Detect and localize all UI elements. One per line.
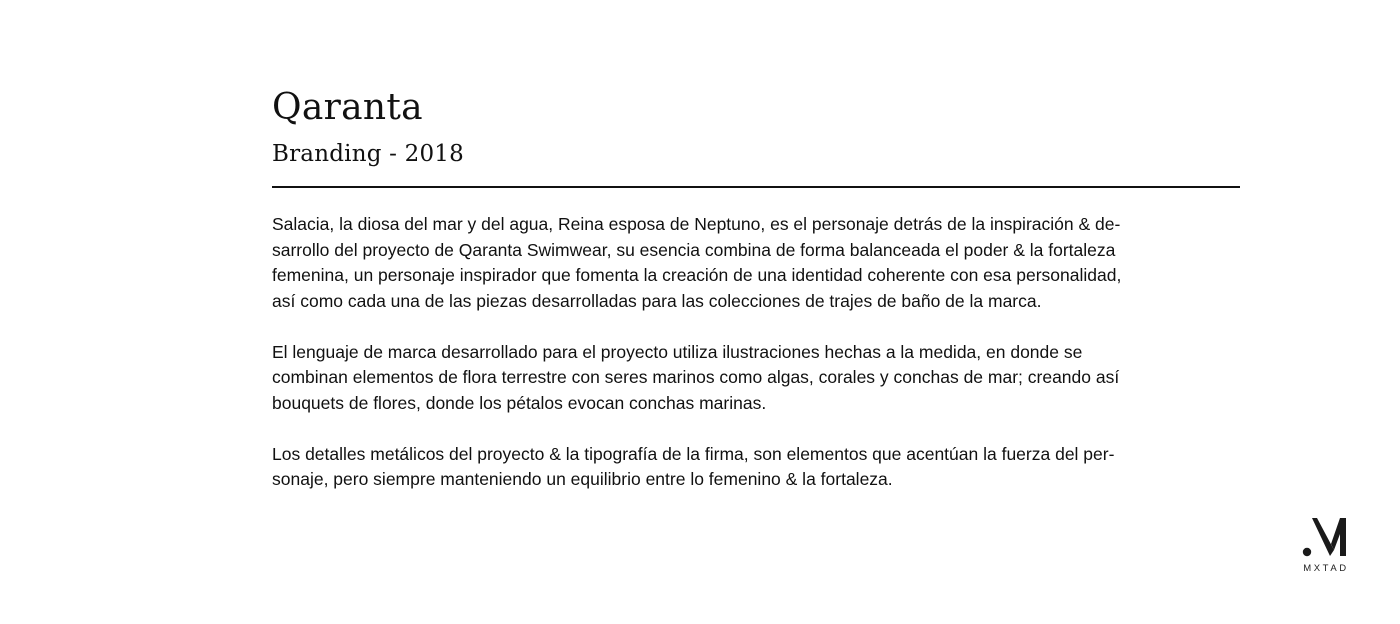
paragraph-line: Salacia, la diosa del mar y del agua, Reina esposa de Neptuno, es el personaje detrás de la inspiración & de- [272, 214, 1121, 234]
title-divider [272, 186, 1240, 188]
mxtad-monogram-icon [1302, 516, 1350, 558]
logo-wordmark: MXTAD [1303, 563, 1349, 574]
description-paragraph-3 [272, 442, 1115, 493]
paragraph-line: sarrollo del proyecto de Qaranta Swimwear, su esencia combina de forma balanceada el poder & la fortaleza [272, 239, 1116, 260]
paragraph-line: El lenguaje de marca desarrollado para el proyecto utiliza ilustraciones hechas a la medida, en donde se [272, 341, 1083, 362]
paragraph-line: femenina, un personaje inspirador que fomenta la creación de una identidad coherente con esa personalidad, [272, 265, 1122, 285]
description-paragraph-2 [272, 340, 1120, 417]
paragraph-line: Los detalles metálicos del proyecto & la tipografía de la firma, son elementos que acentúan la fuerza del per- [272, 443, 1115, 464]
paragraph-line: combinan elementos de flora terrestre con seres marinos como algas, corales y conchas de mar; creando así [272, 367, 1120, 387]
project-description [272, 212, 1122, 493]
paragraph-line: sonaje, pero siempre manteniendo un equilibrio entre lo femenino & la fortaleza. [272, 469, 893, 489]
paragraph-line: bouquets de flores, donde los pétalos evocan conchas marinas. [272, 392, 767, 413]
project-subtitle: Branding - 2018 [272, 141, 464, 167]
mxtad-logo[interactable] [1302, 516, 1350, 576]
paragraph-line: así como cada una de las piezas desarrolladas para las colecciones de trajes de baño de la marca. [272, 290, 1042, 311]
project-title: Qaranta [272, 87, 423, 128]
description-paragraph-1 [272, 212, 1122, 314]
